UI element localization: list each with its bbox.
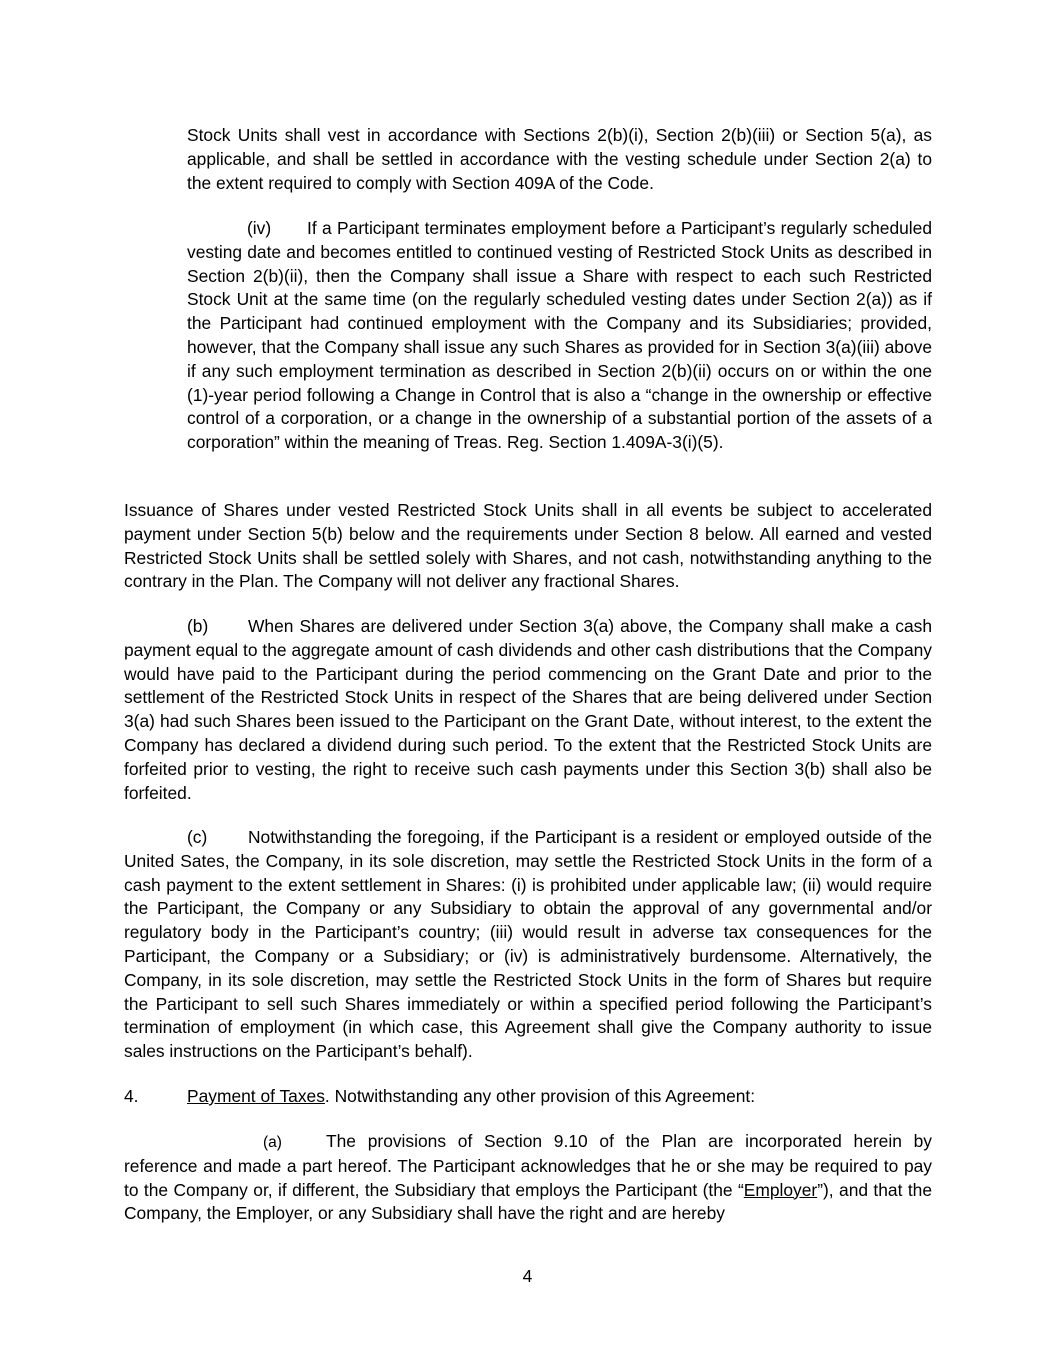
paragraph-marker-a: (a)	[263, 1134, 282, 1151]
paragraph-text: The provisions of Section 9.10 of the Plan are incorporated herein by reference and made a part hereof. The Participant acknowledges that he or she may be required to pay to the Company or, if different, the Subsidiary that employs the Participant (the “	[124, 1131, 932, 1200]
paragraph-issuance	[124, 499, 932, 594]
paragraph-text: Notwithstanding the foregoing, if the Participant is a resident or employed outside of the United Sates, the Company, in its sole discretion, may settle the Restricted Stock Units in the form of a cash payment to the extent settlement in Shares: (i) is prohibited under applicable law; (ii) would require the Participant, the Company or any Subsidiary to obtain the approval of any governmental and/or regulatory body in the Participant’s country; (iii) would result in adverse tax consequences for the Participant, the Company or a Subsidiary; or (iv) is administratively burdensome. Alternatively, the Company, in its sole discretion, may settle the Restricted Stock Units in the form of Shares but require the Participant to sell such Shares immediately or within a specified period following the Participant’s termination of employment (in which case, this Agreement shall give the Company authority to issue sales instructions on the Participant’s behalf).	[124, 827, 932, 1062]
paragraph-marker-b: (b)	[187, 616, 209, 636]
paragraph-marker-c: (c)	[187, 827, 208, 847]
paragraph-c	[124, 826, 932, 1064]
paragraph-text: Issuance of Shares under vested Restricted Stock Units shall in all events be subject to accelerated payment under Section 5(b) below and the requirements under Section 8 below. All earned and vested Restricted Stock Units shall be settled solely with Shares, and not cash, notwithstanding anything to the contrary in the Plan. The Company will not deliver any fractional Shares.	[124, 500, 932, 592]
section-4-heading	[124, 1085, 932, 1109]
paragraph-b	[124, 615, 932, 805]
section-title: Payment of Taxes	[187, 1086, 325, 1106]
paragraph-text: If a Participant terminates employment before a Participant’s regularly scheduled vesting date and becomes entitled to continued vesting of Restricted Stock Units as described in Section 2(b)(ii), then the Company shall issue a Share with respect to each such Restricted Stock Unit at the same time (on the regularly scheduled vesting dates under Section 2(a)) as if the Participant had continued employment with the Company and its Subsidiaries; provided, however, that the Company shall issue any such Shares as provided for in Section 3(a)(iii) above if any such employment termination as described in Section 2(b)(ii) occurs on or within the one (1)-year period following a Change in Control that is also a “change in the ownership or effective control of a corporation, or a change in the ownership of a substantial portion of the assets of a corporation” within the meaning of Treas. Reg. Section 1.409A-3(i)(5).	[187, 218, 932, 453]
section-number: 4.	[124, 1086, 139, 1106]
paragraph-4a	[124, 1130, 932, 1226]
paragraph-marker-iv: (iv)	[247, 218, 272, 238]
paragraph-vesting-continued	[187, 124, 932, 195]
paragraph-text: Stock Units shall vest in accordance with Sections 2(b)(i), Section 2(b)(iii) or Section 5(a), as applicable, and shall be settled in accordance with the vesting schedule under Section 2(a) to the extent required to comply with Section 409A of the Code.	[187, 125, 932, 193]
paragraph-text: When Shares are delivered under Section 3(a) above, the Company shall make a cash payment equal to the aggregate amount of cash dividends and other cash distributions that the Company would have paid to the Participant during the period commencing on the Grant Date and prior to the settlement of the Restricted Stock Units in respect of the Shares that are being delivered under Section 3(a) had such Shares been issued to the Participant on the Grant Date, without interest, to the extent the Company has declared a dividend during such period. To the extent that the Restricted Stock Units are forfeited prior to vesting, the right to receive such cash payments under this Section 3(b) shall also be forfeited.	[124, 616, 932, 803]
paragraph-text-continued: ”), and that the Company, the Employer, or any Subsidiary shall have the right and are hereby	[124, 1179, 932, 1224]
paragraph-iv	[187, 217, 932, 455]
defined-term-employer: Employer	[743, 1179, 818, 1200]
section-intro-text: . Notwithstanding any other provision of this Agreement:	[324, 1086, 756, 1106]
page-number: 4	[522, 1266, 533, 1286]
